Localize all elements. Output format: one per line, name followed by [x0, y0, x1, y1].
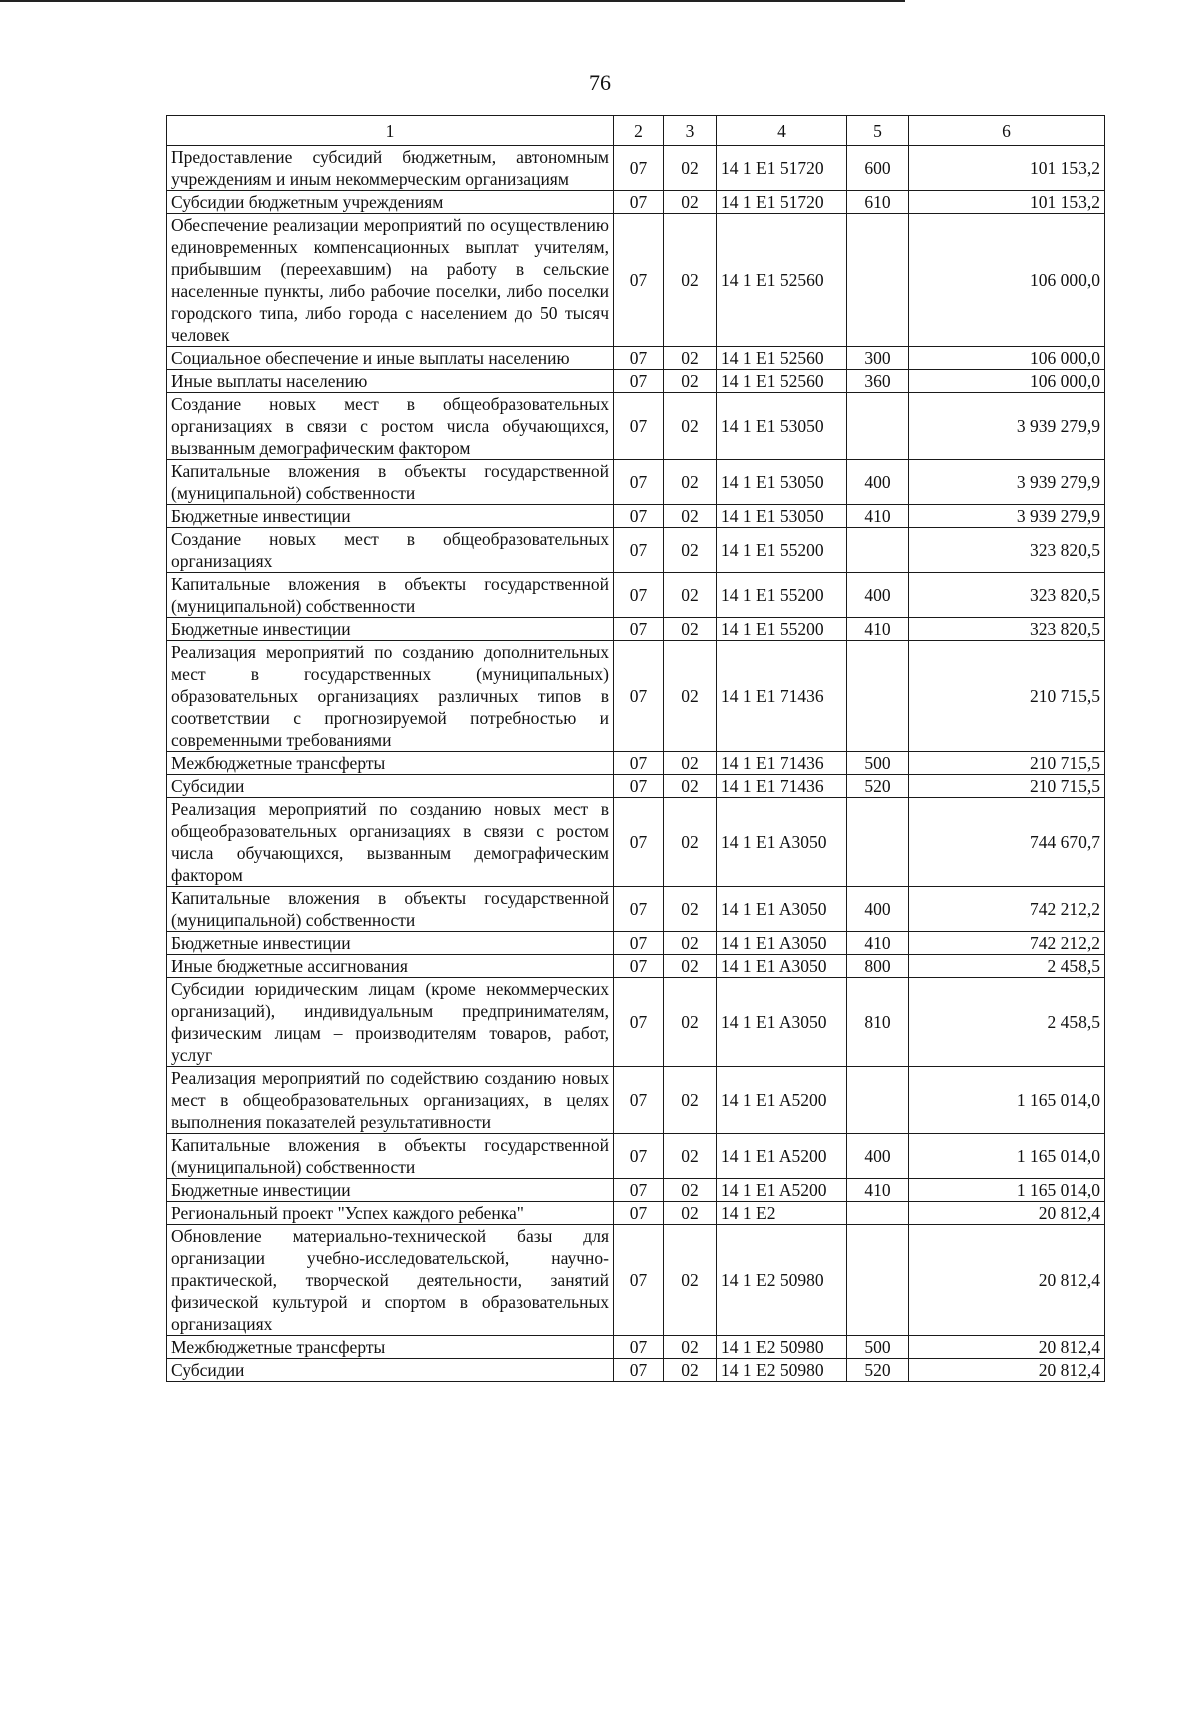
budget-table	[166, 115, 1105, 1382]
expense-type-cell: 410	[847, 505, 909, 528]
amount-cell: 3 939 279,9	[909, 393, 1105, 460]
section-code-cell: 07	[614, 1134, 664, 1179]
section-code-cell: 07	[614, 573, 664, 618]
table-row	[167, 573, 1105, 618]
section-code-cell: 07	[614, 775, 664, 798]
subsection-code-cell: 02	[664, 1134, 717, 1179]
row-name-cell: Капитальные вложения в объекты государственной (муниципальной) собственности	[167, 1134, 614, 1179]
table-body	[167, 146, 1105, 1382]
amount-cell: 20 812,4	[909, 1225, 1105, 1336]
section-code-cell: 07	[614, 887, 664, 932]
section-code-cell: 07	[614, 528, 664, 573]
section-code-cell: 07	[614, 214, 664, 347]
expense-type-cell: 410	[847, 618, 909, 641]
target-article-cell: 14 1 E1 52560	[717, 370, 847, 393]
row-name-cell: Капитальные вложения в объекты государственной (муниципальной) собственности	[167, 887, 614, 932]
subsection-code-cell: 02	[664, 618, 717, 641]
target-article-cell: 14 1 E1 51720	[717, 146, 847, 191]
subsection-code-cell: 02	[664, 752, 717, 775]
table-row	[167, 146, 1105, 191]
target-article-cell: 14 1 E1 53050	[717, 460, 847, 505]
row-name-cell: Субсидии юридическим лицам (кроме некоммерческих организаций), индивидуальным предпринимателям, физическим лицам – производителям товаров, работ, услуг	[167, 978, 614, 1067]
table-row	[167, 460, 1105, 505]
subsection-code-cell: 02	[664, 1067, 717, 1134]
target-article-cell: 14 1 E2 50980	[717, 1359, 847, 1382]
table-row	[167, 505, 1105, 528]
expense-type-cell	[847, 393, 909, 460]
amount-cell: 3 939 279,9	[909, 460, 1105, 505]
table-row	[167, 1179, 1105, 1202]
expense-type-cell: 360	[847, 370, 909, 393]
subsection-code-cell: 02	[664, 528, 717, 573]
amount-cell: 2 458,5	[909, 978, 1105, 1067]
subsection-code-cell: 02	[664, 798, 717, 887]
table-row	[167, 528, 1105, 573]
expense-type-cell: 300	[847, 347, 909, 370]
row-name-cell: Субсидии бюджетным учреждениям	[167, 191, 614, 214]
section-code-cell: 07	[614, 955, 664, 978]
expense-type-cell: 810	[847, 978, 909, 1067]
target-article-cell: 14 1 E1 71436	[717, 641, 847, 752]
amount-cell: 1 165 014,0	[909, 1067, 1105, 1134]
amount-cell: 210 715,5	[909, 752, 1105, 775]
table-row	[167, 887, 1105, 932]
subsection-code-cell: 02	[664, 460, 717, 505]
amount-cell: 742 212,2	[909, 932, 1105, 955]
subsection-code-cell: 02	[664, 978, 717, 1067]
row-name-cell: Реализация мероприятий по созданию новых мест в общеобразовательных организациях в связи с ростом числа обучающихся, вызванным демографическим фактором	[167, 798, 614, 887]
amount-cell: 323 820,5	[909, 618, 1105, 641]
subsection-code-cell: 02	[664, 505, 717, 528]
expense-type-cell: 400	[847, 573, 909, 618]
header-cell-1: 1	[167, 116, 614, 146]
table-row	[167, 214, 1105, 347]
table-row	[167, 1336, 1105, 1359]
section-code-cell: 07	[614, 393, 664, 460]
header-cell-4: 4	[717, 116, 847, 146]
expense-type-cell: 520	[847, 1359, 909, 1382]
expense-type-cell: 500	[847, 752, 909, 775]
target-article-cell: 14 1 E1 53050	[717, 505, 847, 528]
section-code-cell: 07	[614, 505, 664, 528]
subsection-code-cell: 02	[664, 347, 717, 370]
amount-cell: 106 000,0	[909, 370, 1105, 393]
table-row	[167, 393, 1105, 460]
subsection-code-cell: 02	[664, 1179, 717, 1202]
table-row	[167, 1359, 1105, 1382]
target-article-cell: 14 1 E1 52560	[717, 347, 847, 370]
row-name-cell: Субсидии	[167, 1359, 614, 1382]
target-article-cell: 14 1 E1 71436	[717, 752, 847, 775]
amount-cell: 1 165 014,0	[909, 1134, 1105, 1179]
expense-type-cell	[847, 1067, 909, 1134]
row-name-cell: Социальное обеспечение и иные выплаты населению	[167, 347, 614, 370]
target-article-cell: 14 1 E1 A3050	[717, 932, 847, 955]
subsection-code-cell: 02	[664, 1336, 717, 1359]
expense-type-cell: 400	[847, 460, 909, 505]
row-name-cell: Бюджетные инвестиции	[167, 505, 614, 528]
section-code-cell: 07	[614, 932, 664, 955]
section-code-cell: 07	[614, 347, 664, 370]
amount-cell: 744 670,7	[909, 798, 1105, 887]
row-name-cell: Субсидии	[167, 775, 614, 798]
target-article-cell: 14 1 E1 A3050	[717, 955, 847, 978]
subsection-code-cell: 02	[664, 932, 717, 955]
row-name-cell: Бюджетные инвестиции	[167, 932, 614, 955]
target-article-cell: 14 1 E1 A3050	[717, 798, 847, 887]
page-number: 76	[589, 70, 611, 95]
expense-type-cell: 520	[847, 775, 909, 798]
table-row	[167, 347, 1105, 370]
expense-type-cell	[847, 641, 909, 752]
row-name-cell: Межбюджетные трансферты	[167, 1336, 614, 1359]
table-row	[167, 752, 1105, 775]
expense-type-cell: 600	[847, 146, 909, 191]
expense-type-cell	[847, 528, 909, 573]
subsection-code-cell: 02	[664, 775, 717, 798]
subsection-code-cell: 02	[664, 955, 717, 978]
section-code-cell: 07	[614, 798, 664, 887]
expense-type-cell: 410	[847, 932, 909, 955]
section-code-cell: 07	[614, 1225, 664, 1336]
amount-cell: 323 820,5	[909, 573, 1105, 618]
expense-type-cell: 800	[847, 955, 909, 978]
row-name-cell: Обновление материально-технической базы для организации учебно-исследовательской, научно-практической, творческой деятельности, занятий физической культурой и спортом в образовательных организациях	[167, 1225, 614, 1336]
section-code-cell: 07	[614, 460, 664, 505]
section-code-cell: 07	[614, 618, 664, 641]
section-code-cell: 07	[614, 191, 664, 214]
target-article-cell: 14 1 E2	[717, 1202, 847, 1225]
table-row	[167, 955, 1105, 978]
section-code-cell: 07	[614, 1179, 664, 1202]
row-name-cell: Бюджетные инвестиции	[167, 1179, 614, 1202]
expense-type-cell: 410	[847, 1179, 909, 1202]
amount-cell: 20 812,4	[909, 1359, 1105, 1382]
row-name-cell: Обеспечение реализации мероприятий по осуществлению единовременных компенсационных выплат учителям, прибывшим (переехавшим) на работу в сельские населенные пункты, либо рабочие поселки, либо поселки городского типа, либо города с населением до 50 тысяч человек	[167, 214, 614, 347]
expense-type-cell: 400	[847, 887, 909, 932]
amount-cell: 742 212,2	[909, 887, 1105, 932]
target-article-cell: 14 1 E1 53050	[717, 393, 847, 460]
row-name-cell: Региональный проект "Успех каждого ребенка"	[167, 1202, 614, 1225]
target-article-cell: 14 1 E1 71436	[717, 775, 847, 798]
section-code-cell: 07	[614, 752, 664, 775]
row-name-cell: Иные бюджетные ассигнования	[167, 955, 614, 978]
target-article-cell: 14 1 E1 A5200	[717, 1067, 847, 1134]
amount-cell: 323 820,5	[909, 528, 1105, 573]
table-row	[167, 1202, 1105, 1225]
expense-type-cell	[847, 214, 909, 347]
header-cell-2: 2	[614, 116, 664, 146]
subsection-code-cell: 02	[664, 1359, 717, 1382]
subsection-code-cell: 02	[664, 1202, 717, 1225]
subsection-code-cell: 02	[664, 214, 717, 347]
section-code-cell: 07	[614, 1359, 664, 1382]
row-name-cell: Капитальные вложения в объекты государственной (муниципальной) собственности	[167, 573, 614, 618]
subsection-code-cell: 02	[664, 573, 717, 618]
target-article-cell: 14 1 E1 A3050	[717, 887, 847, 932]
expense-type-cell: 500	[847, 1336, 909, 1359]
subsection-code-cell: 02	[664, 887, 717, 932]
target-article-cell: 14 1 E1 A5200	[717, 1134, 847, 1179]
table-row	[167, 775, 1105, 798]
row-name-cell: Бюджетные инвестиции	[167, 618, 614, 641]
target-article-cell: 14 1 E1 55200	[717, 528, 847, 573]
section-code-cell: 07	[614, 1336, 664, 1359]
amount-cell: 101 153,2	[909, 191, 1105, 214]
target-article-cell: 14 1 E1 52560	[717, 214, 847, 347]
target-article-cell: 14 1 E1 51720	[717, 191, 847, 214]
amount-cell: 106 000,0	[909, 347, 1105, 370]
amount-cell: 3 939 279,9	[909, 505, 1105, 528]
amount-cell: 20 812,4	[909, 1202, 1105, 1225]
top-rule	[0, 0, 905, 2]
table-row	[167, 191, 1105, 214]
target-article-cell: 14 1 E1 A5200	[717, 1179, 847, 1202]
expense-type-cell	[847, 1202, 909, 1225]
row-name-cell: Реализация мероприятий по созданию дополнительных мест в государственных (муниципальных) образовательных организациях различных типов в соответствии с прогнозируемой потребностью и современными требованиями	[167, 641, 614, 752]
section-code-cell: 07	[614, 1202, 664, 1225]
row-name-cell: Создание новых мест в общеобразовательных организациях	[167, 528, 614, 573]
section-code-cell: 07	[614, 1067, 664, 1134]
target-article-cell: 14 1 E2 50980	[717, 1225, 847, 1336]
row-name-cell: Реализация мероприятий по содействию созданию новых мест в общеобразовательных организациях, в целях выполнения показателей результативности	[167, 1067, 614, 1134]
amount-cell: 106 000,0	[909, 214, 1105, 347]
row-name-cell: Капитальные вложения в объекты государственной (муниципальной) собственности	[167, 460, 614, 505]
section-code-cell: 07	[614, 370, 664, 393]
row-name-cell: Иные выплаты населению	[167, 370, 614, 393]
amount-cell: 210 715,5	[909, 775, 1105, 798]
section-code-cell: 07	[614, 641, 664, 752]
amount-cell: 20 812,4	[909, 1336, 1105, 1359]
subsection-code-cell: 02	[664, 191, 717, 214]
subsection-code-cell: 02	[664, 146, 717, 191]
subsection-code-cell: 02	[664, 370, 717, 393]
table-row	[167, 618, 1105, 641]
target-article-cell: 14 1 E2 50980	[717, 1336, 847, 1359]
expense-type-cell	[847, 1225, 909, 1336]
table-row	[167, 641, 1105, 752]
expense-type-cell: 400	[847, 1134, 909, 1179]
row-name-cell: Предоставление субсидий бюджетным, автономным учреждениям и иным некоммерческим организациям	[167, 146, 614, 191]
expense-type-cell	[847, 798, 909, 887]
table-row	[167, 1134, 1105, 1179]
table-row	[167, 932, 1105, 955]
header-cell-3: 3	[664, 116, 717, 146]
subsection-code-cell: 02	[664, 393, 717, 460]
target-article-cell: 14 1 E1 55200	[717, 618, 847, 641]
section-code-cell: 07	[614, 146, 664, 191]
row-name-cell: Создание новых мест в общеобразовательных организациях в связи с ростом числа обучающихся, вызванным демографическим фактором	[167, 393, 614, 460]
header-row	[167, 116, 1105, 146]
subsection-code-cell: 02	[664, 1225, 717, 1336]
table-row	[167, 1225, 1105, 1336]
table-row	[167, 798, 1105, 887]
table-row	[167, 1067, 1105, 1134]
header-cell-6: 6	[909, 116, 1105, 146]
target-article-cell: 14 1 E1 A3050	[717, 978, 847, 1067]
table-row	[167, 978, 1105, 1067]
target-article-cell: 14 1 E1 55200	[717, 573, 847, 618]
amount-cell: 101 153,2	[909, 146, 1105, 191]
table-row	[167, 370, 1105, 393]
amount-cell: 210 715,5	[909, 641, 1105, 752]
expense-type-cell: 610	[847, 191, 909, 214]
section-code-cell: 07	[614, 978, 664, 1067]
header-cell-5: 5	[847, 116, 909, 146]
amount-cell: 2 458,5	[909, 955, 1105, 978]
subsection-code-cell: 02	[664, 641, 717, 752]
row-name-cell: Межбюджетные трансферты	[167, 752, 614, 775]
amount-cell: 1 165 014,0	[909, 1179, 1105, 1202]
